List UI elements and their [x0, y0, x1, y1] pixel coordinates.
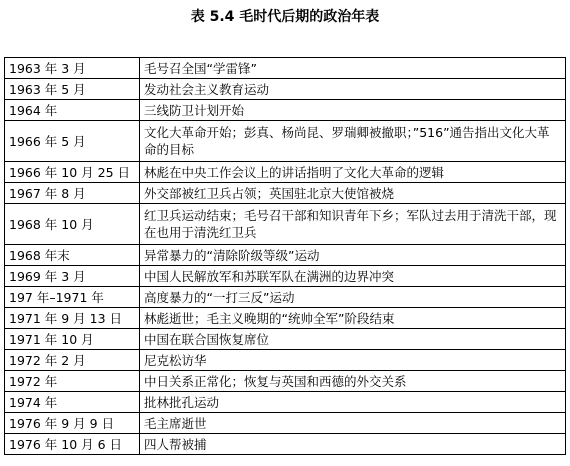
table-row	[5, 350, 566, 371]
table-row	[5, 183, 566, 204]
table-row	[5, 392, 566, 413]
event-cell: 批林批孔运动	[140, 392, 566, 413]
event-cell: 中国人民解放军和苏联军队在满洲的边界冲突	[140, 266, 566, 287]
table-row	[5, 413, 566, 434]
table-row	[5, 100, 566, 121]
event-cell: 发动社会主义教育运动	[140, 79, 566, 100]
date-cell: 1966 年 10 月 25 日	[5, 162, 140, 183]
date-cell: 197 年–1971 年	[5, 287, 140, 308]
date-cell: 1974 年	[5, 392, 140, 413]
event-cell: 林彪在中央工作会议上的讲话指明了文化大革命的逻辑	[140, 162, 566, 183]
table-row	[5, 371, 566, 392]
event-cell: 外交部被红卫兵占领；英国驻北京大使馆被烧	[140, 183, 566, 204]
event-cell: 毛主席逝世	[140, 413, 566, 434]
date-cell: 1972 年 2 月	[5, 350, 140, 371]
event-cell: 异常暴力的“清除阶级等级”运动	[140, 245, 566, 266]
table-row	[5, 121, 566, 162]
table-row	[5, 245, 566, 266]
event-cell: 中日关系正常化；恢复与英国和西德的外交关系	[140, 371, 566, 392]
date-cell: 1976 年 10 月 6 日	[5, 434, 140, 455]
table-row	[5, 79, 566, 100]
table-row	[5, 162, 566, 183]
event-cell: 毛号召全国“学雷锋”	[140, 58, 566, 79]
event-cell: 林彪逝世；毛主义晚期的“统帅全军”阶段结束	[140, 308, 566, 329]
table-row	[5, 58, 566, 79]
table-row	[5, 287, 566, 308]
event-cell: 文化大革命开始；彭真、杨尚昆、罗瑞卿被撤职；”516”通告指出文化大革命的目标	[140, 121, 566, 162]
event-cell: 高度暴力的“一打三反”运动	[140, 287, 566, 308]
event-cell: 红卫兵运动结束；毛号召干部和知识青年下乡；军队过去用于清洗干部，现在也用于清洗红卫兵	[140, 204, 566, 245]
date-cell: 1971 年 10 月	[5, 329, 140, 350]
table-title: 表 5.4 毛时代后期的政治年表	[190, 9, 380, 25]
table-row	[5, 266, 566, 287]
event-cell: 四人帮被捕	[140, 434, 566, 455]
date-cell: 1976 年 9 月 9 日	[5, 413, 140, 434]
table-row	[5, 434, 566, 455]
date-cell: 1972 年	[5, 371, 140, 392]
date-cell: 1963 年 5 月	[5, 79, 140, 100]
date-cell: 1964 年	[5, 100, 140, 121]
table-row	[5, 329, 566, 350]
date-cell: 1968 年 10 月	[5, 204, 140, 245]
table-row	[5, 204, 566, 245]
date-cell: 1966 年 5 月	[5, 121, 140, 162]
chronology-table	[4, 57, 566, 455]
event-cell: 三线防卫计划开始	[140, 100, 566, 121]
date-cell: 1967 年 8 月	[5, 183, 140, 204]
date-cell: 1971 年 9 月 13 日	[5, 308, 140, 329]
event-cell: 中国在联合国恢复席位	[140, 329, 566, 350]
date-cell: 1969 年 3 月	[5, 266, 140, 287]
date-cell: 1968 年末	[5, 245, 140, 266]
date-cell: 1963 年 3 月	[5, 58, 140, 79]
table-row	[5, 308, 566, 329]
event-cell: 尼克松访华	[140, 350, 566, 371]
